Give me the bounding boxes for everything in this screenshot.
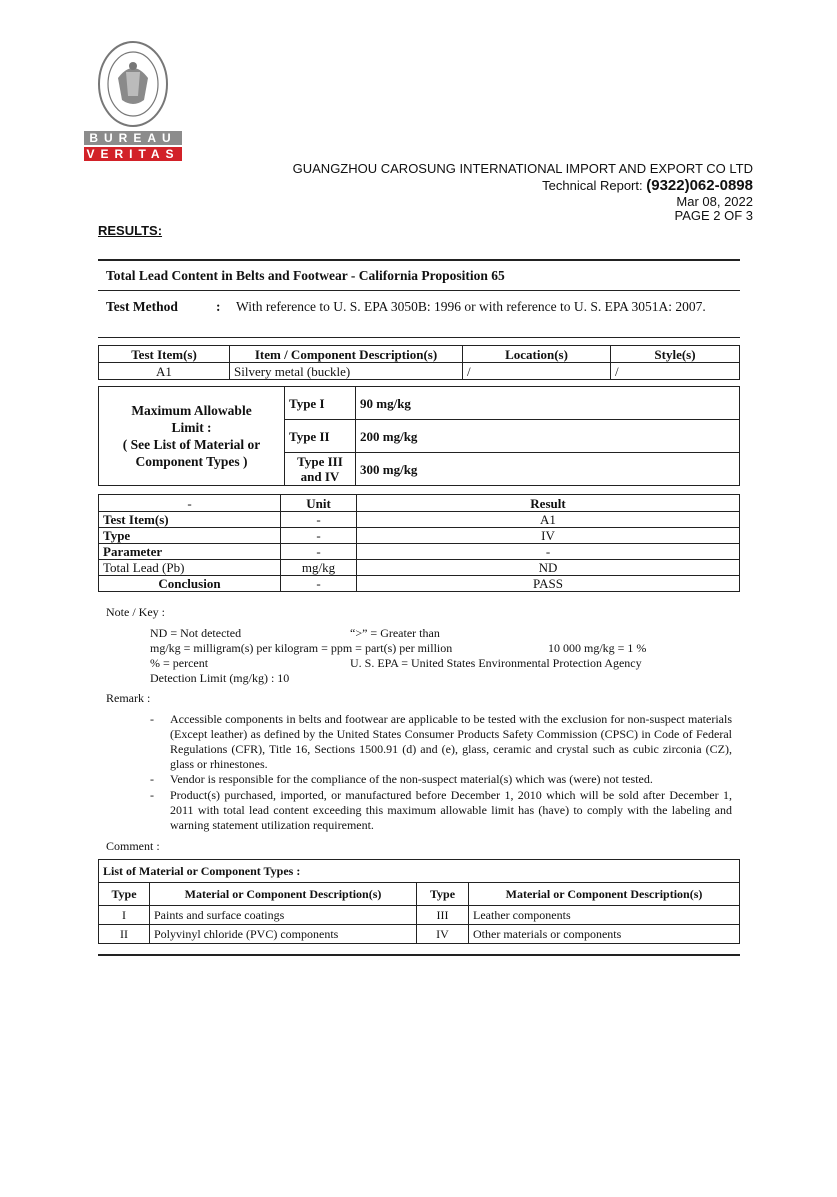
logo-band-top: BUREAU bbox=[84, 131, 182, 145]
bv-seal-icon bbox=[84, 38, 184, 130]
table-row bbox=[99, 363, 740, 380]
result-cell: PASS bbox=[357, 576, 740, 592]
column-header: Unit bbox=[281, 495, 357, 512]
label-line: ( See List of Material or bbox=[122, 437, 261, 452]
column-header: Location(s) bbox=[463, 346, 611, 363]
unit-cell: - bbox=[281, 512, 357, 528]
section-title: Total Lead Content in Belts and Footwear - California Proposition 65 bbox=[106, 268, 505, 283]
report-label: Technical Report: bbox=[542, 178, 643, 193]
test-items-table bbox=[98, 345, 740, 380]
note-conversion: 10 000 mg/kg = 1 % bbox=[548, 641, 647, 655]
label-line: Component Types ) bbox=[135, 454, 248, 469]
label-line: Maximum Allowable bbox=[131, 403, 252, 418]
param-cell: Total Lead (Pb) bbox=[99, 560, 281, 576]
results-heading: RESULTS: bbox=[98, 223, 163, 238]
unit-cell: - bbox=[281, 544, 357, 560]
remark-text: Vendor is responsible for the compliance of the non-suspect material(s) which was (were) not tested. bbox=[170, 772, 653, 786]
remark-item bbox=[150, 712, 732, 772]
unit-cell: - bbox=[281, 576, 357, 592]
bullet-dash: - bbox=[150, 788, 154, 802]
note-gt: “>” = Greater than bbox=[350, 626, 440, 640]
divider bbox=[98, 954, 740, 956]
report-date: Mar 08, 2022 bbox=[676, 194, 753, 209]
type-cell: Type II bbox=[285, 420, 356, 453]
table-cell: Paints and surface coatings bbox=[150, 906, 417, 925]
max-limit-table bbox=[98, 386, 740, 486]
table-cell: II bbox=[99, 925, 150, 944]
remark-item bbox=[150, 788, 732, 833]
table-row bbox=[99, 906, 740, 925]
table-title-row bbox=[99, 860, 740, 883]
table-cell: / bbox=[463, 363, 611, 380]
note-epa: U. S. EPA = United States Environmental Protection Agency bbox=[350, 656, 642, 670]
bullet-dash: - bbox=[150, 772, 154, 786]
param-cell: Parameter bbox=[99, 544, 281, 560]
table-header-row bbox=[99, 346, 740, 363]
divider bbox=[98, 290, 740, 291]
table-row bbox=[99, 512, 740, 528]
table-header-row bbox=[99, 495, 740, 512]
column-header: Item / Component Description(s) bbox=[230, 346, 463, 363]
note-mgkg: mg/kg = milligram(s) per kilogram = ppm = part(s) per million bbox=[150, 641, 453, 655]
note-percent: % = percent bbox=[150, 656, 209, 670]
divider bbox=[98, 259, 740, 261]
remark-item bbox=[150, 772, 732, 787]
table-row bbox=[99, 544, 740, 560]
column-header: - bbox=[99, 495, 281, 512]
param-cell: Type bbox=[99, 528, 281, 544]
table-row bbox=[99, 528, 740, 544]
limit-cell: 90 mg/kg bbox=[356, 387, 740, 420]
table-cell: / bbox=[611, 363, 740, 380]
note-key-label: Note / Key : bbox=[106, 605, 165, 619]
table-cell: Silvery metal (buckle) bbox=[230, 363, 463, 380]
column-header: Material or Component Description(s) bbox=[469, 883, 740, 906]
column-header: Material or Component Description(s) bbox=[150, 883, 417, 906]
company-name: GUANGZHOU CAROSUNG INTERNATIONAL IMPORT AND EXPORT CO LTD bbox=[292, 161, 753, 176]
report-number: (9322)062-0898 bbox=[646, 177, 753, 194]
table-cell: III bbox=[417, 906, 469, 925]
table-cell: Leather components bbox=[469, 906, 740, 925]
test-method-label: Test Method bbox=[106, 299, 178, 314]
table-cell: Other materials or components bbox=[469, 925, 740, 944]
remark-label: Remark : bbox=[106, 691, 151, 705]
table-row bbox=[99, 387, 740, 420]
unit-cell: mg/kg bbox=[281, 560, 357, 576]
table-cell: Polyvinyl chloride (PVC) components bbox=[150, 925, 417, 944]
result-cell: ND bbox=[357, 560, 740, 576]
limit-cell: 300 mg/kg bbox=[356, 453, 740, 486]
table-row bbox=[99, 925, 740, 944]
test-method-text: With reference to U. S. EPA 3050B: 1996 or with reference to U. S. EPA 3051A: 2007. bbox=[236, 299, 706, 314]
table-cell: IV bbox=[417, 925, 469, 944]
param-cell: Conclusion bbox=[99, 576, 281, 592]
max-limit-label bbox=[99, 387, 285, 486]
type-cell: Type III and IV bbox=[285, 453, 356, 486]
test-method-colon: : bbox=[216, 299, 221, 314]
comment-label: Comment : bbox=[106, 839, 160, 853]
remark-text: Product(s) purchased, imported, or manufactured before December 1, 2010 which will be sold after December 1, 2011 with total lead content exceeding this maximum allowable limit has (have) to comply with the labeling and warning statement utilization requirement. bbox=[170, 788, 732, 832]
param-cell: Test Item(s) bbox=[99, 512, 281, 528]
label-line: Limit : bbox=[171, 420, 212, 435]
result-cell: IV bbox=[357, 528, 740, 544]
page-indicator: PAGE 2 OF 3 bbox=[674, 208, 753, 223]
column-header: Test Item(s) bbox=[99, 346, 230, 363]
table-row bbox=[99, 576, 740, 592]
unit-cell: - bbox=[281, 528, 357, 544]
table-cell: A1 bbox=[99, 363, 230, 380]
limit-cell: 200 mg/kg bbox=[356, 420, 740, 453]
type-cell: Type I bbox=[285, 387, 356, 420]
column-header: Style(s) bbox=[611, 346, 740, 363]
logo-band-bottom: VERITAS bbox=[84, 147, 182, 161]
types-table-title: List of Material or Component Types : bbox=[99, 860, 740, 883]
note-nd: ND = Not detected bbox=[150, 626, 242, 640]
result-cell: A1 bbox=[357, 512, 740, 528]
note-detection-limit: Detection Limit (mg/kg) : 10 bbox=[150, 671, 290, 685]
material-types-table bbox=[98, 859, 740, 944]
result-table bbox=[98, 494, 740, 592]
bullet-dash: - bbox=[150, 712, 154, 726]
remark-text: Accessible components in belts and footwear are applicable to be tested with the exclusion for non-suspect materials (Except leather) as defined by the United States Consumer Products Safety Commission (CPSC) in Code of Federal Regulations (CFR), Title 16, Sections 1500.91 (d) and (e), glass, ceramic and crystal such as cubic zirconia (CZ), glass or rhinestones. bbox=[170, 712, 732, 771]
table-row bbox=[99, 560, 740, 576]
result-cell: - bbox=[357, 544, 740, 560]
bureau-veritas-logo bbox=[84, 38, 184, 162]
column-header: Type bbox=[99, 883, 150, 906]
report-number-line bbox=[542, 177, 753, 194]
column-header: Result bbox=[357, 495, 740, 512]
divider bbox=[98, 337, 740, 338]
column-header: Type bbox=[417, 883, 469, 906]
table-header-row bbox=[99, 883, 740, 906]
table-cell: I bbox=[99, 906, 150, 925]
